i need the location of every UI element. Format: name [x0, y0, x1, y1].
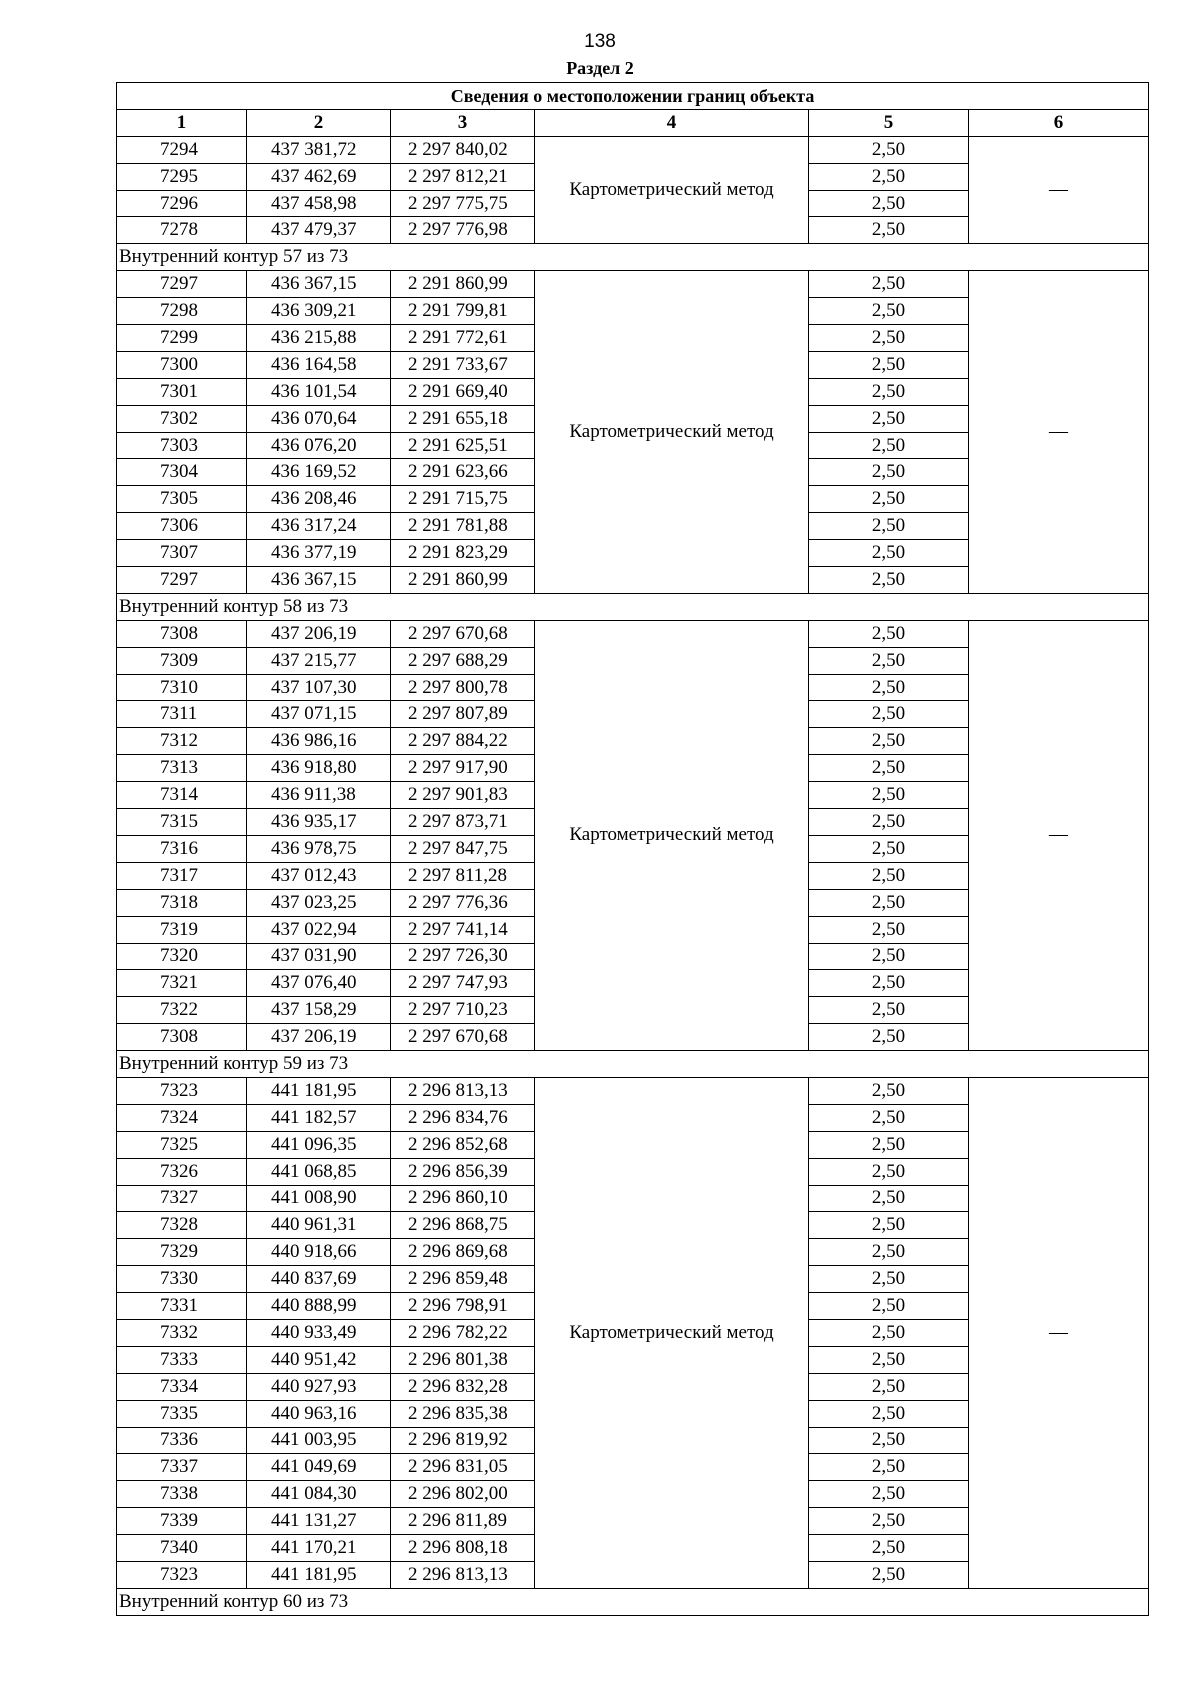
accuracy-cell: 2,50	[809, 1077, 969, 1104]
description-cell: —	[969, 136, 1149, 244]
contour-row	[117, 1588, 1149, 1615]
table-row	[117, 620, 1149, 647]
accuracy-cell: 2,50	[809, 889, 969, 916]
x-coordinate-cell: 436 911,38	[247, 782, 391, 809]
y-coordinate-cell: 2 296 835,38	[391, 1400, 535, 1427]
accuracy-cell: 2,50	[809, 190, 969, 217]
accuracy-cell: 2,50	[809, 1158, 969, 1185]
accuracy-cell: 2,50	[809, 540, 969, 567]
x-coordinate-cell: 437 022,94	[247, 916, 391, 943]
y-coordinate-cell: 2 291 733,67	[391, 351, 535, 378]
column-header: 3	[391, 109, 535, 136]
accuracy-cell: 2,50	[809, 835, 969, 862]
y-coordinate-cell: 2 297 873,71	[391, 809, 535, 836]
x-coordinate-cell: 437 206,19	[247, 1024, 391, 1051]
x-coordinate-cell: 441 008,90	[247, 1185, 391, 1212]
x-coordinate-cell: 440 927,93	[247, 1373, 391, 1400]
contour-row	[117, 1051, 1149, 1078]
x-coordinate-cell: 440 963,16	[247, 1400, 391, 1427]
accuracy-cell: 2,50	[809, 674, 969, 701]
accuracy-cell: 2,50	[809, 217, 969, 244]
x-coordinate-cell: 437 023,25	[247, 889, 391, 916]
y-coordinate-cell: 2 291 781,88	[391, 513, 535, 540]
accuracy-cell: 2,50	[809, 1400, 969, 1427]
x-coordinate-cell: 441 084,30	[247, 1481, 391, 1508]
y-coordinate-cell: 2 296 852,68	[391, 1131, 535, 1158]
point-number-cell: 7319	[117, 916, 247, 943]
accuracy-cell: 2,50	[809, 1346, 969, 1373]
x-coordinate-cell: 437 206,19	[247, 620, 391, 647]
point-number-cell: 7296	[117, 190, 247, 217]
point-number-cell: 7339	[117, 1508, 247, 1535]
accuracy-cell: 2,50	[809, 1104, 969, 1131]
point-number-cell: 7298	[117, 298, 247, 325]
y-coordinate-cell: 2 291 860,99	[391, 567, 535, 594]
y-coordinate-cell: 2 297 884,22	[391, 728, 535, 755]
accuracy-cell: 2,50	[809, 755, 969, 782]
point-number-cell: 7301	[117, 378, 247, 405]
page-number: 138	[584, 31, 616, 52]
accuracy-cell: 2,50	[809, 1293, 969, 1320]
x-coordinate-cell: 436 377,19	[247, 540, 391, 567]
point-number-cell: 7303	[117, 432, 247, 459]
y-coordinate-cell: 2 296 813,13	[391, 1077, 535, 1104]
point-number-cell: 7302	[117, 405, 247, 432]
description-cell: —	[969, 620, 1149, 1050]
x-coordinate-cell: 437 381,72	[247, 136, 391, 163]
point-number-cell: 7307	[117, 540, 247, 567]
accuracy-cell: 2,50	[809, 1131, 969, 1158]
y-coordinate-cell: 2 296 859,48	[391, 1266, 535, 1293]
x-coordinate-cell: 437 107,30	[247, 674, 391, 701]
contour-label: Внутренний контур 59 из 73	[117, 1051, 1149, 1078]
x-coordinate-cell: 436 309,21	[247, 298, 391, 325]
point-number-cell: 7294	[117, 136, 247, 163]
x-coordinate-cell: 441 003,95	[247, 1427, 391, 1454]
accuracy-cell: 2,50	[809, 1185, 969, 1212]
point-number-cell: 7305	[117, 486, 247, 513]
accuracy-cell: 2,50	[809, 1239, 969, 1266]
accuracy-cell: 2,50	[809, 163, 969, 190]
x-coordinate-cell: 441 182,57	[247, 1104, 391, 1131]
y-coordinate-cell: 2 291 715,75	[391, 486, 535, 513]
point-number-cell: 7313	[117, 755, 247, 782]
accuracy-cell: 2,50	[809, 970, 969, 997]
x-coordinate-cell: 437 458,98	[247, 190, 391, 217]
accuracy-cell: 2,50	[809, 943, 969, 970]
point-number-cell: 7322	[117, 997, 247, 1024]
accuracy-cell: 2,50	[809, 136, 969, 163]
accuracy-cell: 2,50	[809, 1266, 969, 1293]
y-coordinate-cell: 2 297 670,68	[391, 1024, 535, 1051]
point-number-cell: 7327	[117, 1185, 247, 1212]
column-header: 5	[809, 109, 969, 136]
y-coordinate-cell: 2 296 819,92	[391, 1427, 535, 1454]
table-title-row	[117, 83, 1149, 110]
x-coordinate-cell: 436 367,15	[247, 567, 391, 594]
y-coordinate-cell: 2 296 801,38	[391, 1346, 535, 1373]
y-coordinate-cell: 2 296 811,89	[391, 1508, 535, 1535]
y-coordinate-cell: 2 297 811,28	[391, 862, 535, 889]
table-row	[117, 271, 1149, 298]
accuracy-cell: 2,50	[809, 620, 969, 647]
y-coordinate-cell: 2 291 623,66	[391, 459, 535, 486]
point-number-cell: 7320	[117, 943, 247, 970]
y-coordinate-cell: 2 297 776,98	[391, 217, 535, 244]
x-coordinate-cell: 437 215,77	[247, 647, 391, 674]
x-coordinate-cell: 440 888,99	[247, 1293, 391, 1320]
point-number-cell: 7315	[117, 809, 247, 836]
point-number-cell: 7326	[117, 1158, 247, 1185]
point-number-cell: 7300	[117, 351, 247, 378]
accuracy-cell: 2,50	[809, 1454, 969, 1481]
accuracy-cell: 2,50	[809, 809, 969, 836]
point-number-cell: 7297	[117, 271, 247, 298]
point-number-cell: 7325	[117, 1131, 247, 1158]
accuracy-cell: 2,50	[809, 486, 969, 513]
x-coordinate-cell: 440 933,49	[247, 1319, 391, 1346]
accuracy-cell: 2,50	[809, 916, 969, 943]
accuracy-cell: 2,50	[809, 298, 969, 325]
point-number-cell: 7314	[117, 782, 247, 809]
y-coordinate-cell: 2 297 901,83	[391, 782, 535, 809]
contour-label: Внутренний контур 58 из 73	[117, 593, 1149, 620]
x-coordinate-cell: 436 215,88	[247, 325, 391, 352]
x-coordinate-cell: 441 049,69	[247, 1454, 391, 1481]
column-header: 2	[247, 109, 391, 136]
x-coordinate-cell: 436 986,16	[247, 728, 391, 755]
column-header: 6	[969, 109, 1149, 136]
x-coordinate-cell: 437 479,37	[247, 217, 391, 244]
y-coordinate-cell: 2 297 670,68	[391, 620, 535, 647]
y-coordinate-cell: 2 296 868,75	[391, 1212, 535, 1239]
y-coordinate-cell: 2 291 669,40	[391, 378, 535, 405]
y-coordinate-cell: 2 297 710,23	[391, 997, 535, 1024]
y-coordinate-cell: 2 297 775,75	[391, 190, 535, 217]
y-coordinate-cell: 2 296 831,05	[391, 1454, 535, 1481]
y-coordinate-cell: 2 297 807,89	[391, 701, 535, 728]
y-coordinate-cell: 2 297 776,36	[391, 889, 535, 916]
accuracy-cell: 2,50	[809, 459, 969, 486]
point-number-cell: 7278	[117, 217, 247, 244]
column-header: 4	[535, 109, 809, 136]
method-cell: Картометрический метод	[535, 620, 809, 1050]
x-coordinate-cell: 440 951,42	[247, 1346, 391, 1373]
accuracy-cell: 2,50	[809, 1024, 969, 1051]
contour-row	[117, 244, 1149, 271]
point-number-cell: 7299	[117, 325, 247, 352]
y-coordinate-cell: 2 296 869,68	[391, 1239, 535, 1266]
y-coordinate-cell: 2 297 800,78	[391, 674, 535, 701]
y-coordinate-cell: 2 297 741,14	[391, 916, 535, 943]
x-coordinate-cell: 436 076,20	[247, 432, 391, 459]
y-coordinate-cell: 2 296 798,91	[391, 1293, 535, 1320]
x-coordinate-cell: 436 070,64	[247, 405, 391, 432]
point-number-cell: 7336	[117, 1427, 247, 1454]
y-coordinate-cell: 2 296 856,39	[391, 1158, 535, 1185]
x-coordinate-cell: 441 181,95	[247, 1077, 391, 1104]
x-coordinate-cell: 441 181,95	[247, 1561, 391, 1588]
y-coordinate-cell: 2 296 860,10	[391, 1185, 535, 1212]
accuracy-cell: 2,50	[809, 1212, 969, 1239]
x-coordinate-cell: 437 076,40	[247, 970, 391, 997]
point-number-cell: 7312	[117, 728, 247, 755]
accuracy-cell: 2,50	[809, 1481, 969, 1508]
point-number-cell: 7332	[117, 1319, 247, 1346]
accuracy-cell: 2,50	[809, 432, 969, 459]
y-coordinate-cell: 2 297 840,02	[391, 136, 535, 163]
accuracy-cell: 2,50	[809, 1508, 969, 1535]
x-coordinate-cell: 436 101,54	[247, 378, 391, 405]
x-coordinate-cell: 441 068,85	[247, 1158, 391, 1185]
y-coordinate-cell: 2 296 813,13	[391, 1561, 535, 1588]
y-coordinate-cell: 2 291 772,61	[391, 325, 535, 352]
point-number-cell: 7317	[117, 862, 247, 889]
x-coordinate-cell: 436 317,24	[247, 513, 391, 540]
y-coordinate-cell: 2 296 782,22	[391, 1319, 535, 1346]
table-title: Сведения о местоположении границ объекта	[117, 83, 1149, 110]
y-coordinate-cell: 2 291 860,99	[391, 271, 535, 298]
method-cell: Картометрический метод	[535, 1077, 809, 1588]
y-coordinate-cell: 2 296 834,76	[391, 1104, 535, 1131]
point-number-cell: 7335	[117, 1400, 247, 1427]
point-number-cell: 7324	[117, 1104, 247, 1131]
accuracy-cell: 2,50	[809, 1373, 969, 1400]
point-number-cell: 7323	[117, 1561, 247, 1588]
x-coordinate-cell: 440 837,69	[247, 1266, 391, 1293]
description-cell: —	[969, 1077, 1149, 1588]
x-coordinate-cell: 436 367,15	[247, 271, 391, 298]
point-number-cell: 7321	[117, 970, 247, 997]
x-coordinate-cell: 437 158,29	[247, 997, 391, 1024]
x-coordinate-cell: 440 918,66	[247, 1239, 391, 1266]
point-number-cell: 7304	[117, 459, 247, 486]
point-number-cell: 7316	[117, 835, 247, 862]
method-cell: Картометрический метод	[535, 136, 809, 244]
point-number-cell: 7323	[117, 1077, 247, 1104]
accuracy-cell: 2,50	[809, 405, 969, 432]
x-coordinate-cell: 436 169,52	[247, 459, 391, 486]
y-coordinate-cell: 2 296 808,18	[391, 1535, 535, 1562]
accuracy-cell: 2,50	[809, 701, 969, 728]
accuracy-cell: 2,50	[809, 325, 969, 352]
x-coordinate-cell: 440 961,31	[247, 1212, 391, 1239]
y-coordinate-cell: 2 297 917,90	[391, 755, 535, 782]
point-number-cell: 7311	[117, 701, 247, 728]
point-number-cell: 7308	[117, 1024, 247, 1051]
method-cell: Картометрический метод	[535, 271, 809, 594]
y-coordinate-cell: 2 297 847,75	[391, 835, 535, 862]
y-coordinate-cell: 2 297 726,30	[391, 943, 535, 970]
y-coordinate-cell: 2 297 688,29	[391, 647, 535, 674]
contour-row	[117, 593, 1149, 620]
point-number-cell: 7330	[117, 1266, 247, 1293]
point-number-cell: 7309	[117, 647, 247, 674]
boundary-table	[116, 82, 1149, 1616]
x-coordinate-cell: 441 170,21	[247, 1535, 391, 1562]
point-number-cell: 7334	[117, 1373, 247, 1400]
accuracy-cell: 2,50	[809, 728, 969, 755]
x-coordinate-cell: 437 031,90	[247, 943, 391, 970]
accuracy-cell: 2,50	[809, 378, 969, 405]
y-coordinate-cell: 2 291 799,81	[391, 298, 535, 325]
point-number-cell: 7306	[117, 513, 247, 540]
accuracy-cell: 2,50	[809, 1427, 969, 1454]
accuracy-cell: 2,50	[809, 1319, 969, 1346]
y-coordinate-cell: 2 291 655,18	[391, 405, 535, 432]
accuracy-cell: 2,50	[809, 567, 969, 594]
accuracy-cell: 2,50	[809, 351, 969, 378]
y-coordinate-cell: 2 296 832,28	[391, 1373, 535, 1400]
point-number-cell: 7318	[117, 889, 247, 916]
x-coordinate-cell: 436 918,80	[247, 755, 391, 782]
contour-label: Внутренний контур 57 из 73	[117, 244, 1149, 271]
accuracy-cell: 2,50	[809, 647, 969, 674]
point-number-cell: 7340	[117, 1535, 247, 1562]
point-number-cell: 7297	[117, 567, 247, 594]
y-coordinate-cell: 2 291 823,29	[391, 540, 535, 567]
accuracy-cell: 2,50	[809, 513, 969, 540]
table-row	[117, 136, 1149, 163]
y-coordinate-cell: 2 291 625,51	[391, 432, 535, 459]
x-coordinate-cell: 437 071,15	[247, 701, 391, 728]
accuracy-cell: 2,50	[809, 862, 969, 889]
y-coordinate-cell: 2 297 747,93	[391, 970, 535, 997]
point-number-cell: 7338	[117, 1481, 247, 1508]
point-number-cell: 7295	[117, 163, 247, 190]
accuracy-cell: 2,50	[809, 997, 969, 1024]
accuracy-cell: 2,50	[809, 1561, 969, 1588]
point-number-cell: 7331	[117, 1293, 247, 1320]
accuracy-cell: 2,50	[809, 782, 969, 809]
y-coordinate-cell: 2 296 802,00	[391, 1481, 535, 1508]
point-number-cell: 7333	[117, 1346, 247, 1373]
column-header: 1	[117, 109, 247, 136]
point-number-cell: 7310	[117, 674, 247, 701]
y-coordinate-cell: 2 297 812,21	[391, 163, 535, 190]
x-coordinate-cell: 437 462,69	[247, 163, 391, 190]
point-number-cell: 7308	[117, 620, 247, 647]
x-coordinate-cell: 441 131,27	[247, 1508, 391, 1535]
contour-label: Внутренний контур 60 из 73	[117, 1588, 1149, 1615]
x-coordinate-cell: 437 012,43	[247, 862, 391, 889]
point-number-cell: 7329	[117, 1239, 247, 1266]
section-label: Раздел 2	[566, 58, 634, 78]
x-coordinate-cell: 441 096,35	[247, 1131, 391, 1158]
x-coordinate-cell: 436 978,75	[247, 835, 391, 862]
accuracy-cell: 2,50	[809, 1535, 969, 1562]
table-body	[117, 83, 1149, 1616]
description-cell: —	[969, 271, 1149, 594]
x-coordinate-cell: 436 935,17	[247, 809, 391, 836]
x-coordinate-cell: 436 164,58	[247, 351, 391, 378]
table-row	[117, 1077, 1149, 1104]
point-number-cell: 7337	[117, 1454, 247, 1481]
point-number-cell: 7328	[117, 1212, 247, 1239]
x-coordinate-cell: 436 208,46	[247, 486, 391, 513]
accuracy-cell: 2,50	[809, 271, 969, 298]
column-header-row	[117, 109, 1149, 136]
